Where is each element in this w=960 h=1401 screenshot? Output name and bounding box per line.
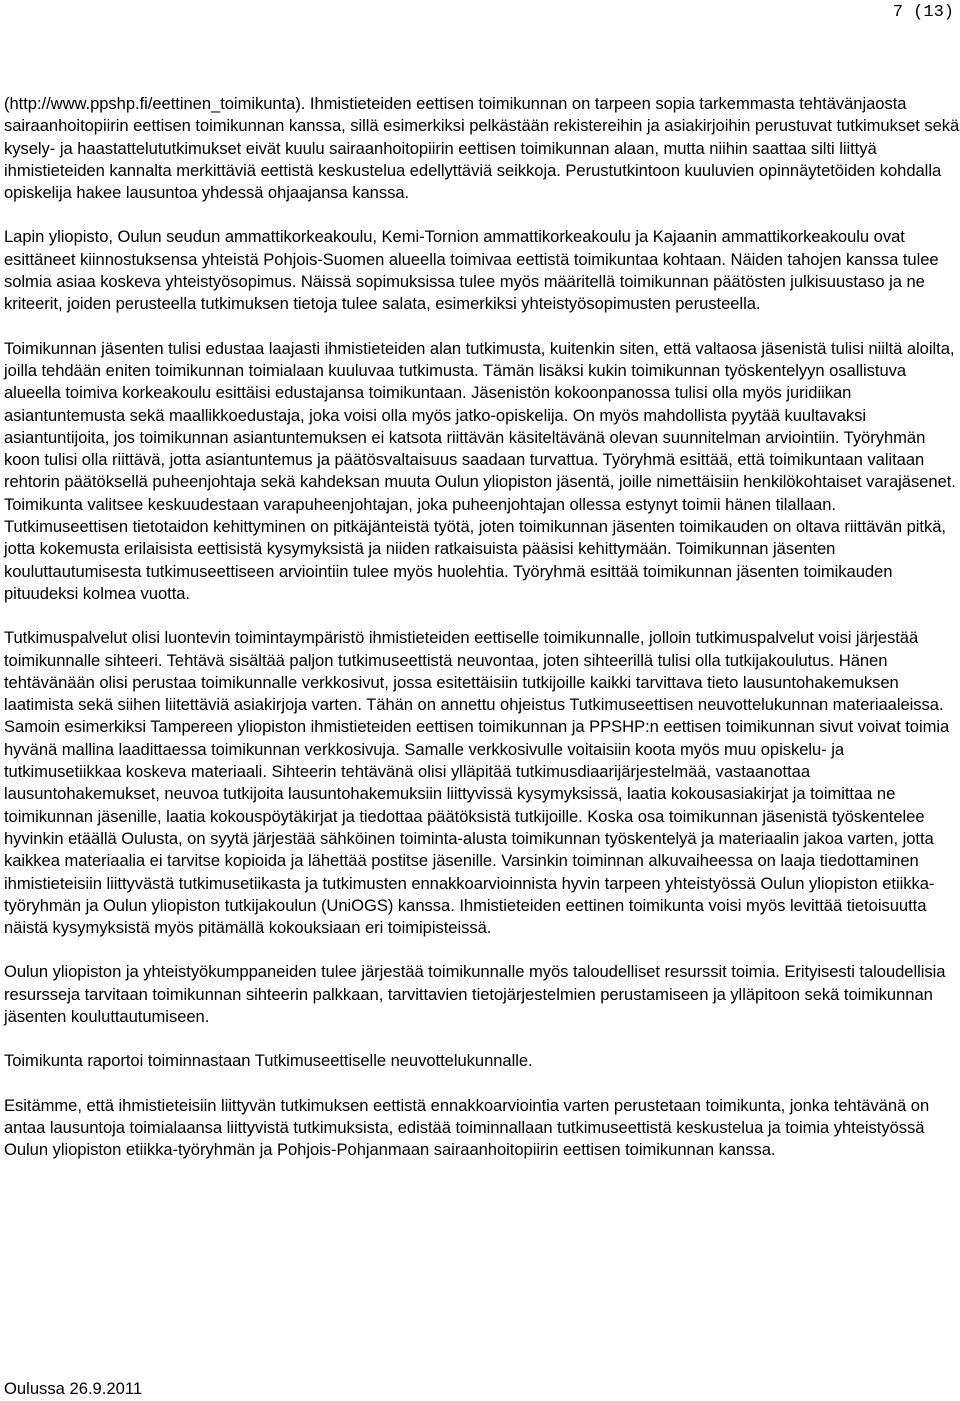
place-date-line: Oulussa 26.9.2011 <box>4 1379 143 1398</box>
document-body <box>4 93 960 1183</box>
paragraph-research-services: Tutkimuspalvelut olisi luontevin toimintaympäristö ihmistieteiden eettiselle toimikunnalle, jolloin tutkimuspalvelut voisi järjestää toimikunnalle sihteeri. Tehtävä sisältää paljon tutkimuseettistä neuvontaa, joten sihteerillä tulisi olla tutkijakoulutus. Hänen tehtävänään olisi perustaa toimikunnalle verkkosivut, jossa esitettäisiin tutkijoille kaikki tarvittava tieto lausuntohakemuksen laatimista sekä siihen liitettäviä asiakirjoja varten. Tähän on annettu ohjeistus Tutkimuseettisen neuvottelukunnan materiaaleissa. Samoin esimerkiksi Tampereen yliopiston ihmistieteiden eettisen toimikunnan ja PPSHP:n eettisen toimikunnan sivut voivat toimia hyvänä mallina laadittaessa toimikunnan verkkosivuja. Samalle verkkosivulle voitaisiin koota myös muu opiskelu- ja tutkimusetiikkaa koskeva materiaali. Sihteerin tehtävänä olisi ylläpitää tutkimusdiaarijärjestelmää, vastaanottaa lausuntohakemukset, neuvoa tutkijoita lausuntohakemuksiin liittyvissä kysymyksissä, laatia kokousasiakirjat ja toimittaa ne toimikunnan jäsenille, laatia kokouspöytäkirjat ja tiedottaa päätöksistä tutkijoille. Koska osa toimikunnan jäsenistä työskentelee hyvinkin etäällä Oulusta, on syytä järjestää sähköinen toiminta-alusta toimikunnan työskentelyä ja materiaalin jakoa varten, jotta kaikkea materiaalia ei tarvitse kopioida ja lähettää postitse jäsenille. Varsinkin toiminnan alkuvaiheessa on laaja tiedottaminen ihmistieteisiin liittyvästä tutkimusetiikasta ja tutkimusten ennakkoarvioinnista hyvin tarpeen yhteistyössä Oulun yliopiston etiikka-työryhmän ja Oulun yliopiston tutkijakoulun (UniOGS) kanssa. Ihmistieteiden eettinen toimikunta voisi myös levittää tietoisuutta näistä kysymyksistä myös pitämällä kokouksiaan eri toimipisteissä. <box>4 628 950 938</box>
paragraph-partner-institutions: Lapin yliopisto, Oulun seudun ammattikorkeakoulu, Kemi-Tornion ammattikorkeakoulu ja Kajaanin ammattikorkeakoulu ovat esittäneet kiinnostuksensa yhteistä Pohjois-Suomen alueella toimivaa eettistä toimikuntaa kohtaan. Näiden tahojen kanssa tulee solmia asiaa koskeva yhteistyösopimus. Näissä sopimuksissa tulee myös määritellä toimikunnan päätösten julkisuustaso ja ne kriteerit, joiden perusteella tutkimuksen tietoja tulee salata, esimerkiksi yhteistyösopimusten perusteella. <box>4 227 939 314</box>
paragraph-financial-resources: Oulun yliopiston ja yhteistyökumppaneiden tulee järjestää toimikunnalle myös taloudelliset resurssit toimia. Erityisesti taloudellisia resursseja tarvitaan toimikunnan sihteerin palkkaan, tarvittavien tietojärjestelmien perustamiseen ja ylläpitoon sekä toimikunnan jäsenten kouluttautumiseen. <box>4 962 946 1026</box>
page-number: 7 (13) <box>892 3 954 22</box>
paragraph-reporting: Toimikunta raportoi toiminnastaan Tutkimuseettiselle neuvottelukunnalle. <box>4 1051 533 1071</box>
paragraph-ethics-committee-scope: (http://www.ppshp.fi/eettinen_toimikunta). Ihmistieteiden eettisen toimikunnan on tarpeen sopia tarkemmasta tehtävänjaosta sairaanhoitopiirin eettisen toimikunnan kanssa, sillä esimerkiksi pelkästään rekistereihin ja asiakirjoihin perustuvat tutkimukset sekä kysely- ja haastattelututkimukset eivät kuulu sairaanhoitopiirin eettisen toimikunnan alaan, mutta niihin saattaa silti liittyä ihmistieteiden kannalta merkittäviä eettistä keskustelua edellyttäviä seikkoja. Perustutkintoon kuuluvien opinnäytetöiden kohdalla opiskelija hakee lausuntoa yhdessä ohjaajansa kanssa. <box>4 94 960 203</box>
paragraph-committee-members: Toimikunnan jäsenten tulisi edustaa laajasti ihmistieteiden alan tutkimusta, kuitenkin siten, että valtaosa jäsenistä tulisi niiltä aloilta, joilla tehdään eniten toimikunnan toimialaan kuuluvaa tutkimusta. Tämän lisäksi kukin toimikunnan työskentelyyn osallistuva alueella toimiva korkeakoulu esittäisi edustajansa toimikuntaan. Jäsenistön kokoonpanossa tulisi olla myös juridiikan asiantuntemusta sekä maallikkoedustaja, joka voisi olla myös jatko-opiskelija. On myös mahdollista pyytää kuultavaksi asiantuntijoita, jos toimikunnan asiantuntemuksen ei katsota riittävän käsiteltävänä olevan suunnitelman arviointiin. Työryhmän koon tulisi olla riittävä, jotta asiantuntemus ja päätösvaltaisuus saadaan turvattua. Työryhmä esittää, että toimikuntaan valitaan rehtorin päätöksellä puheenjohtaja sekä kahdeksan muuta Oulun yliopiston jäsentä, joille nimettäisiin henkilökohtaiset varajäsenet. Toimikunta valitsee keskuudestaan varapuheenjohtajan, joka puheenjohtajan ollessa estynyt toimii hänen tilallaan. Tutkimuseettisen tietotaidon kehittyminen on pitkäjänteistä työtä, joten toimikunnan jäsenten toimikauden on oltava riittävän pitkä, jotta kokemusta erilaisista eettisistä kysymyksistä ja niiden ratkaisuista pääsisi kehittymään. Toimikunnan jäsenten kouluttautumisesta tutkimuseettiseen arviointiin tulee myös huolehtia. Työryhmä esittää toimikunnan jäsenten toimikauden pituudeksi kolmea vuotta. <box>4 338 956 603</box>
paragraph-proposal: Esitämme, että ihmistieteisiin liittyvän tutkimuksen eettistä ennakkoarviointia varten perustetaan toimikunta, jonka tehtävänä on antaa lausuntoja toimialaansa liittyvistä tutkimuksista, edistää toiminnallaan tutkimuseettistä keskustelua ja toimia yhteistyössä Oulun yliopiston etiikka-työryhmän ja Pohjois-Pohjanmaan sairaanhoitopiirin eettisen toimikunnan kanssa. <box>4 1095 930 1160</box>
